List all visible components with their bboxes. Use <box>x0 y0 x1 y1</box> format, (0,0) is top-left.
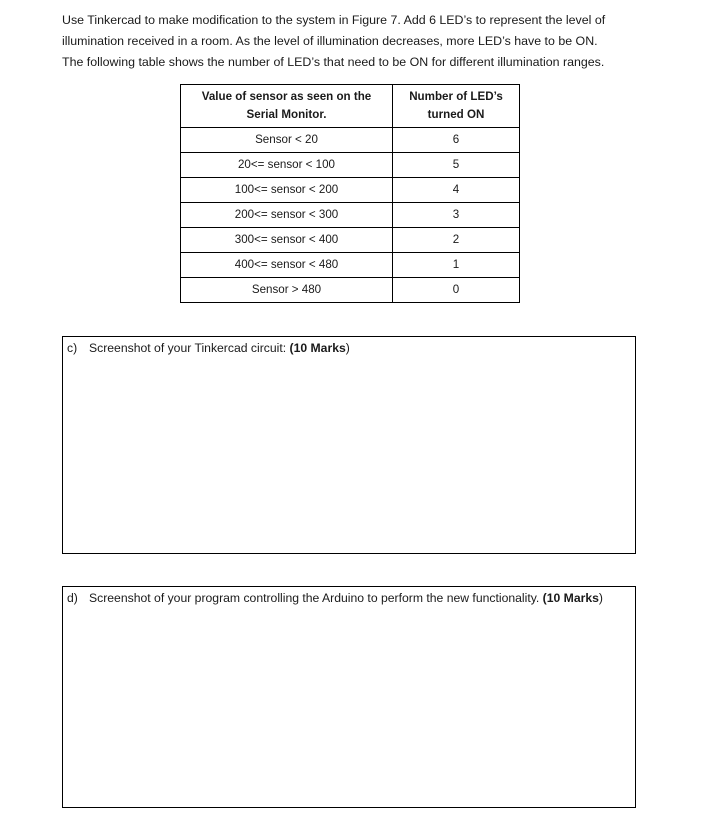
cell-range: 100<= sensor < 200 <box>181 178 393 203</box>
cell-leds: 2 <box>393 228 520 253</box>
cell-leds: 3 <box>393 203 520 228</box>
cell-leds: 0 <box>393 278 520 303</box>
cell-leds: 1 <box>393 253 520 278</box>
instructions-paragraph <box>62 10 652 74</box>
question-d-marks: (10 Marks <box>542 591 599 605</box>
cell-range: Sensor > 480 <box>181 278 393 303</box>
table-row <box>181 153 520 178</box>
cell-leds: 4 <box>393 178 520 203</box>
table-row <box>181 278 520 303</box>
table-row <box>181 203 520 228</box>
cell-leds: 6 <box>393 128 520 153</box>
question-c-close: ) <box>345 341 350 355</box>
table-row <box>181 128 520 153</box>
sensor-led-table <box>180 84 520 303</box>
cell-range: 200<= sensor < 300 <box>181 203 393 228</box>
question-d-text: Screenshot of your program controlling the Arduino to perform the new functionality. <box>89 591 543 605</box>
cell-leds: 5 <box>393 153 520 178</box>
instructions-line-2: illumination received in a room. As the level of illumination decreases, more LED’s have to be ON. <box>62 34 598 49</box>
question-d-label <box>67 589 627 607</box>
table-header-row <box>181 85 520 128</box>
table-row <box>181 228 520 253</box>
question-c-label <box>67 339 350 357</box>
instructions-line-3: The following table shows the number of LED’s that need to be ON for different illumination ranges. <box>62 55 605 70</box>
question-c-text: Screenshot of your Tinkercad circuit: <box>89 341 290 355</box>
question-c-marks: (10 Marks <box>289 341 346 355</box>
header-sensor-value: Value of sensor as seen on the Serial Monitor. <box>181 85 393 128</box>
question-d-body <box>89 589 629 607</box>
table-row <box>181 253 520 278</box>
cell-range: 300<= sensor < 400 <box>181 228 393 253</box>
instructions-line-1: Use Tinkercad to make modification to the system in Figure 7. Add 6 LED’s to represent the level of <box>62 13 606 27</box>
table-row <box>181 178 520 203</box>
cell-range: Sensor < 20 <box>181 128 393 153</box>
question-c-letter: c) <box>67 341 78 355</box>
answer-box-arduino-program[interactable] <box>62 586 636 808</box>
answer-box-tinkercad-circuit[interactable] <box>62 336 636 554</box>
question-d-close: ) <box>598 591 603 605</box>
question-d-letter: d) <box>67 591 78 605</box>
cell-range: 20<= sensor < 100 <box>181 153 393 178</box>
cell-range: 400<= sensor < 480 <box>181 253 393 278</box>
header-led-count: Number of LED’s turned ON <box>393 85 520 128</box>
